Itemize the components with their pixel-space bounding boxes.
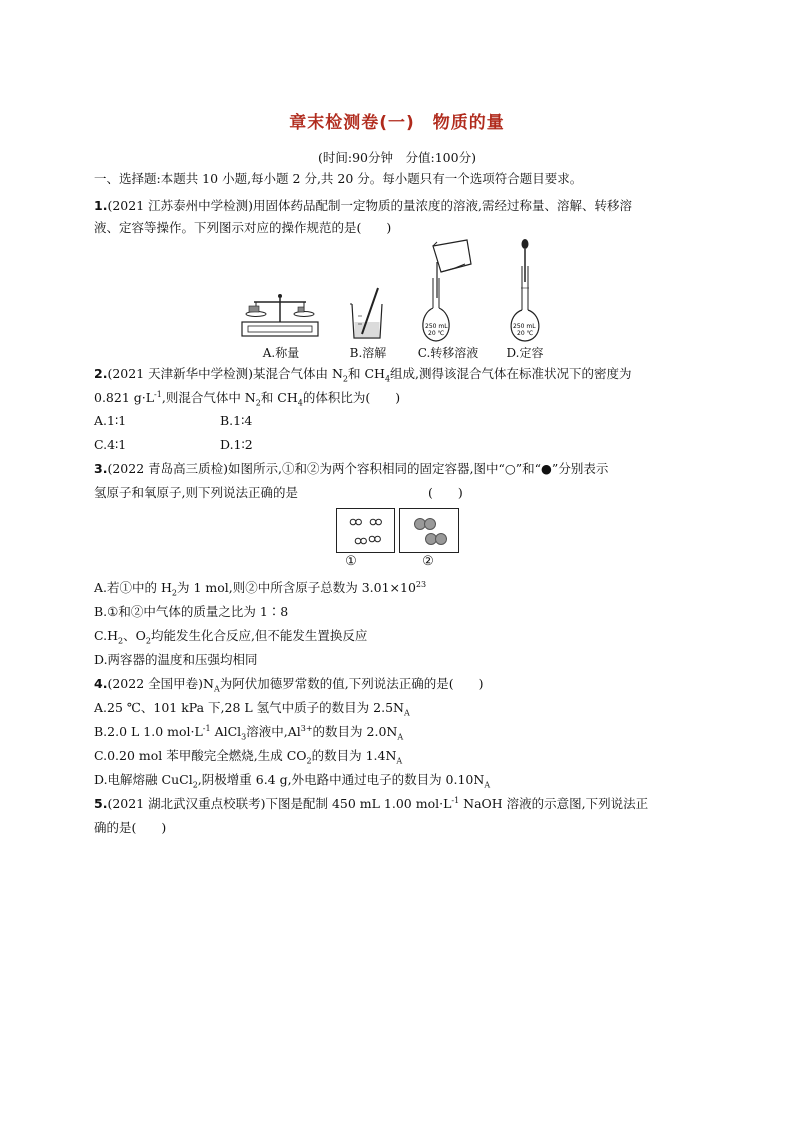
q5-line1: 5.(2021 湖北武汉重点校联考)下图是配制 450 mL 1.00 $mol\cdot L^{-1}$ NaOH 溶液的示意图,下列说法正	[94, 795, 649, 811]
q3-option-c: $C.H_2$、$O_2$均能发生化合反应,但不能发生置换反应	[94, 628, 368, 646]
q4-line1: 4.(2022 全国甲卷)$N_A$为阿伏加德罗常数的值,下列说法正确的是( )	[94, 676, 484, 694]
q5-line2: 确的是( )	[94, 820, 167, 835]
q3-line1: 3.(2022 青岛高三质检)如图所示,①和②为两个容积相同的固定容器,图中“○”和“●”分别表示	[94, 461, 609, 476]
q2-line2: 0.821 $g\cdot L^{-1}$,则混合气体中 $N_2$和 $CH_4$的体积比为( )	[94, 389, 401, 408]
balance-figure	[240, 288, 322, 340]
q3-line2: 氢原子和氧原子,则下列说法正确的是 ( )	[94, 485, 463, 500]
svg-text:20 ℃: 20 ℃	[517, 330, 534, 337]
section-heading: 一、选择题:本题共 10 小题,每小题 2 分,共 20 分。每小题只有一个选项符合题目要求。	[94, 171, 583, 186]
q3-option-d: D.两容器的温度和压强均相同	[94, 652, 258, 667]
q4-option-d: D.电解熔融 CuCl$_2$,阴极增重 6.4 g,外电路中通过电子的数目为 $0.10N_A$	[94, 772, 491, 790]
q3-option-a: A.若①中的 $H_2$为 1 mol,则②中所含原子总数为 $3.01\times 10^{23}$	[94, 579, 427, 598]
constant-volume-figure	[505, 238, 545, 344]
q4-option-c: C.0.20 mol 苯甲酸完全燃烧,生成 $CO_2$的数目为 $1.4N_A$	[94, 748, 403, 766]
q2-line1: 2.(2021 天津新华中学检测)某混合气体由 $N_2$和 $CH_4$组成,测得该混合气体在标准状况下的密度为	[94, 366, 632, 384]
container-figure	[336, 508, 460, 554]
svg-text:250 mL: 250 mL	[513, 323, 536, 330]
caption-b: B.溶解	[349, 346, 387, 360]
container-label-1: ①	[345, 554, 357, 569]
q2-option-c: C.4∶1	[94, 437, 127, 452]
q1-line2: 液、定容等操作。下列图示对应的操作规范的是( )	[94, 220, 392, 235]
q2-option-b: B.1∶4	[220, 413, 253, 428]
svg-text:250 mL: 250 mL	[425, 323, 448, 330]
q3-option-b: B.①和②中气体的质量之比为 1∶8	[94, 604, 289, 619]
q2-option-a: A.1∶1	[94, 413, 127, 428]
caption-d: D.定容	[506, 346, 544, 360]
exam-meta: (时间:90分钟 分值:100分)	[318, 150, 476, 165]
q1-line1: 1.(2021 江苏泰州中学检测)用固体药品配制一定物质的量浓度的溶液,需经过称量、溶解、转移溶	[94, 198, 632, 213]
container-label-2: ②	[422, 554, 434, 569]
q4-option-a: A.25 ℃、101 kPa 下,28 L 氢气中质子的数目为 $2.5N_A$	[94, 700, 410, 718]
transfer-figure	[415, 240, 475, 344]
q2-option-d: D.1∶2	[220, 437, 253, 452]
caption-c: C.转移溶液	[417, 346, 479, 360]
page-title: 章末检测卷(一) 物质的量	[289, 113, 505, 133]
q4-option-b: B.2.0 L 1.0 $mol\cdot L^{-1}$ AlCl$_3$溶液中$,Al^{3+}$的数目为 $2.0N_A$	[94, 723, 404, 742]
beaker-figure	[348, 286, 388, 342]
svg-text:20 ℃: 20 ℃	[428, 330, 445, 337]
caption-a: A.称量	[262, 346, 300, 360]
